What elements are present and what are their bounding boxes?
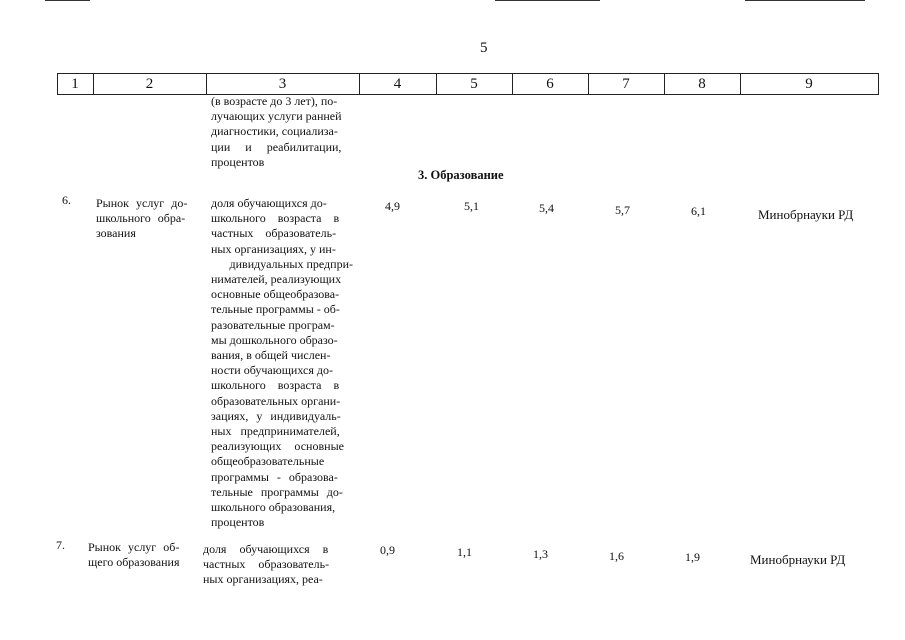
value-cell: 5,1 (464, 199, 479, 213)
section-title: 3. Образование (418, 168, 504, 182)
text-line: доля обучающихся до- (211, 196, 327, 210)
text-line: лучающих услуги ранней (211, 109, 342, 124)
text-line: разовательные програм- (211, 317, 335, 332)
text-line: Рынок услуг до- (96, 196, 188, 210)
text-line: программы - образова- (211, 469, 338, 484)
header-divider (359, 73, 360, 95)
responsible-cell: Минобрнауки РД (758, 207, 854, 222)
text-line: частных образователь- (211, 226, 337, 241)
text-line: вания, в общей числен- (211, 348, 331, 363)
text-line: основные общеобразова- (211, 287, 340, 302)
value-cell: 0,9 (380, 543, 395, 557)
header-col-9: 9 (740, 73, 878, 95)
header-col-6: 6 (512, 73, 588, 95)
header-col-1: 1 (57, 73, 93, 95)
text-line: Рынок услуг об- (88, 540, 180, 554)
header-col-2: 2 (93, 73, 206, 95)
header-divider (588, 73, 589, 95)
value-cell: 6,1 (691, 204, 706, 218)
text-line: школьного возраста в (211, 378, 340, 393)
header-col-7: 7 (588, 73, 664, 95)
text-line: школьного образования, (211, 500, 336, 515)
text-line: ных предпринимателей, (211, 424, 340, 439)
continued-indicator-cell (211, 94, 353, 170)
header-divider (740, 73, 741, 95)
market-cell (88, 540, 192, 570)
text-line: зациях, у индивидуаль- (211, 408, 341, 423)
indicator-cell (203, 542, 345, 588)
text-line: тельные программы до- (211, 484, 343, 499)
text-line: ности обучающихся до- (211, 363, 333, 378)
text-line: доля обучающихся в (203, 542, 329, 556)
header-divider (93, 73, 94, 95)
text-line: школьного обра- (96, 211, 186, 226)
value-cell: 5,7 (615, 203, 630, 217)
value-cell: 1,1 (457, 545, 472, 559)
text-line: процентов (211, 154, 265, 169)
scan-edge-line (495, 0, 600, 1)
indicator-cell (211, 196, 353, 530)
text-line: зования (96, 226, 136, 241)
scan-edge-line (45, 0, 90, 1)
page-number: 5 (480, 40, 488, 56)
text-line: процентов (211, 515, 265, 530)
responsible-cell: Минобрнауки РД (750, 552, 846, 567)
text-line: школьного возраста в (211, 211, 340, 226)
text-line: тельные программы - об- (211, 302, 340, 317)
header-divider (57, 73, 58, 95)
value-cell: 1,6 (609, 549, 624, 563)
header-divider (206, 73, 207, 95)
header-col-8: 8 (664, 73, 740, 95)
value-cell: 1,3 (533, 547, 548, 561)
text-line: нимателей, реализующих (211, 272, 342, 287)
header-col-3: 3 (206, 73, 359, 95)
text-line: образовательных органи- (211, 393, 341, 408)
scan-edge-line (745, 0, 865, 1)
header-divider (878, 73, 879, 95)
header-divider (664, 73, 665, 95)
value-cell: 1,9 (685, 550, 700, 564)
market-cell (96, 196, 200, 242)
value-cell: 5,4 (539, 201, 554, 215)
text-line: (в возрасте до 3 лет), по- (211, 94, 338, 108)
text-line: частных образователь- (203, 557, 330, 572)
row-number: 6. (62, 193, 71, 207)
header-col-4: 4 (359, 73, 436, 95)
text-line: общеобразовательные (211, 454, 325, 469)
text-line: щего образования (88, 555, 180, 570)
value-cell: 4,9 (385, 199, 400, 213)
row-number: 7. (56, 538, 65, 552)
text-line: диагностики, социализа- (211, 124, 338, 139)
text-line: реализующих основные (211, 439, 344, 454)
text-line: дивидуальных предпри- (229, 256, 353, 271)
header-divider (512, 73, 513, 95)
text-line: мы дошкольного образо- (211, 332, 338, 347)
text-line: ции и реабилитации, (211, 139, 342, 154)
header-col-5: 5 (436, 73, 512, 95)
text-line: ных организациях, реа- (203, 572, 323, 587)
text-line: ных организациях, у ин- (211, 241, 336, 256)
header-divider (436, 73, 437, 95)
